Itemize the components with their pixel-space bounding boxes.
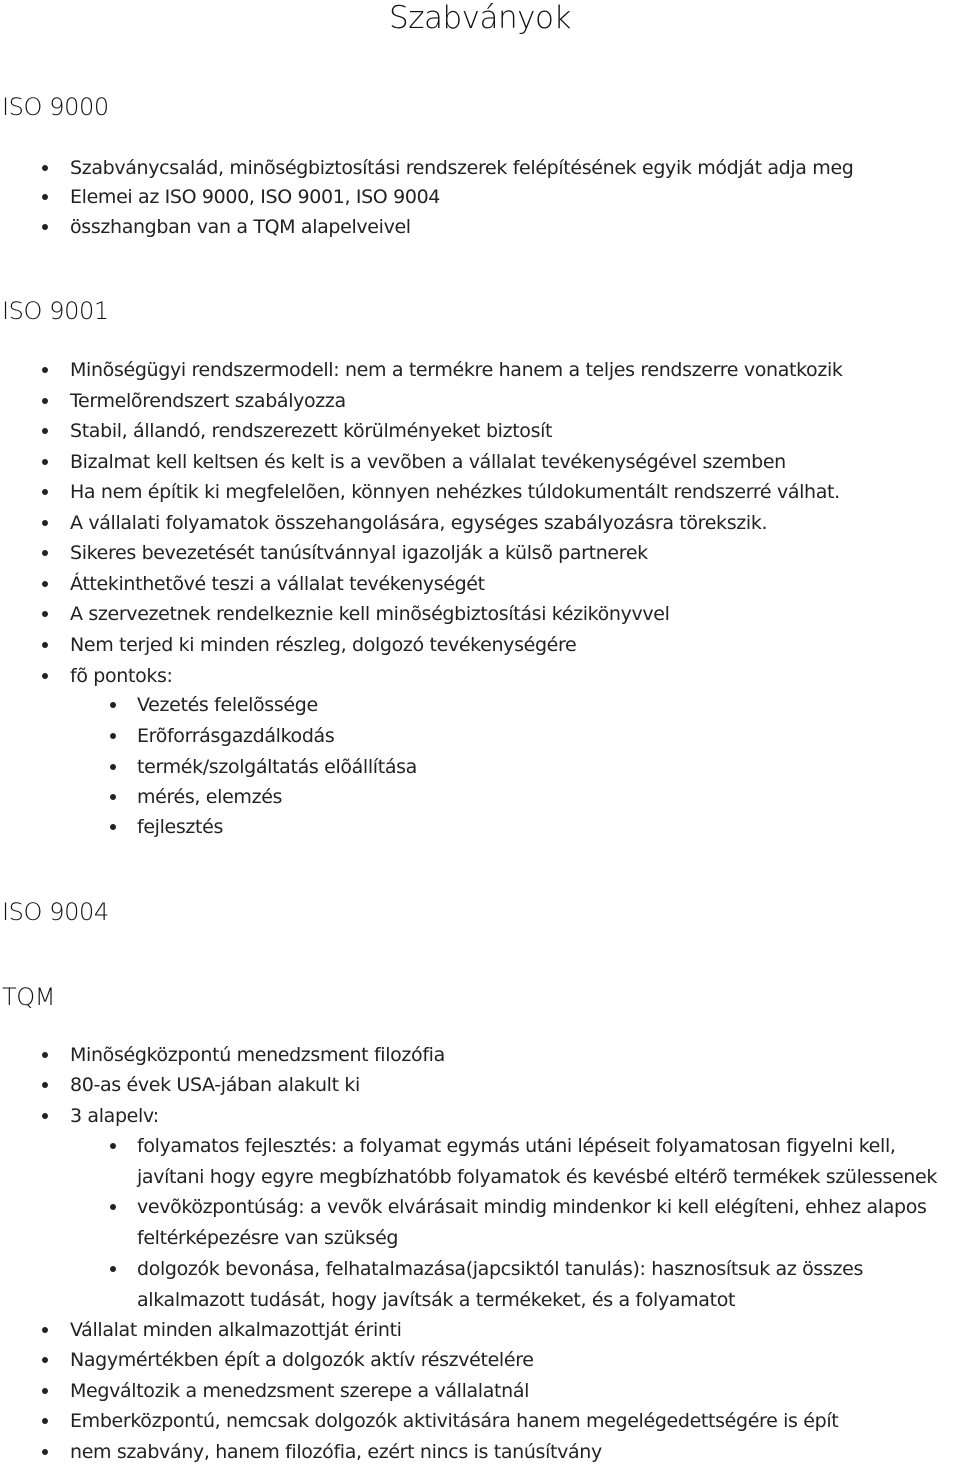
list-item: összhangban van a TQM alapelveivel xyxy=(70,216,411,238)
list-item: Minõségügyi rendszermodell: nem a termékre hanem a teljes rendszerre vonatkozik xyxy=(70,359,843,381)
sub-list-item: alkalmazott tudását, hogy javítsák a termékeket, és a folyamatot xyxy=(137,1289,736,1311)
list-item: Emberközpontú, nemcsak dolgozók aktivitására hanem megelégedettségére is épít xyxy=(70,1410,839,1432)
bullet-icon xyxy=(42,194,48,200)
list-item: Szabványcsalád, minõségbiztosítási rendszerek felépítésének egyik módját adja meg xyxy=(70,157,854,179)
bullet-icon xyxy=(42,1357,48,1363)
list-item: Stabil, állandó, rendszerezett körülményeket biztosít xyxy=(70,420,553,442)
section-heading-iso9001: ISO 9001 xyxy=(2,297,109,325)
list-item: nem szabvány, hanem filozófia, ezért nincs is tanúsítvány xyxy=(70,1441,602,1463)
bullet-icon xyxy=(42,428,48,434)
list-item: Sikeres bevezetését tanúsítvánnyal igazolják a külsõ partnerek xyxy=(70,542,648,564)
bullet-icon xyxy=(110,1266,116,1272)
list-item: A vállalati folyamatok összehangolására, egységes szabályozásra törekszik. xyxy=(70,512,768,534)
list-item: Áttekinthetõvé teszi a vállalat tevékenységét xyxy=(70,573,485,595)
sub-list-item: folyamatos fejlesztés: a folyamat egymás utáni lépéseit folyamatosan figyelni kell, xyxy=(137,1135,896,1157)
sub-list-item: mérés, elemzés xyxy=(137,786,283,808)
bullet-icon xyxy=(42,1388,48,1394)
page-title: Szabványok xyxy=(389,0,571,36)
list-item: Vállalat minden alkalmazottját érinti xyxy=(70,1319,402,1341)
list-item: Minõségközpontú menedzsment filozófia xyxy=(70,1044,445,1066)
bullet-icon xyxy=(42,611,48,617)
bullet-icon xyxy=(42,459,48,465)
bullet-icon xyxy=(42,1113,48,1119)
bullet-icon xyxy=(110,702,116,708)
list-item: 80-as évek USA-jában alakult ki xyxy=(70,1074,360,1096)
bullet-icon xyxy=(42,1418,48,1424)
bullet-icon xyxy=(110,1204,116,1210)
bullet-icon xyxy=(42,1082,48,1088)
bullet-icon xyxy=(42,520,48,526)
section-heading-iso9000: ISO 9000 xyxy=(2,93,109,121)
bullet-icon xyxy=(42,1052,48,1058)
list-item: Bizalmat kell keltsen és kelt is a vevõben a vállalat tevékenységével szemben xyxy=(70,451,786,473)
sub-list-item: vevõközpontúság: a vevõk elvárásait mindig mindenkor ki kell elégíteni, ehhez alapos xyxy=(137,1196,927,1218)
bullet-icon xyxy=(42,642,48,648)
bullet-icon xyxy=(42,367,48,373)
list-item: fõ pontoks: xyxy=(70,665,173,687)
sub-list-item: dolgozók bevonása, felhatalmazása(japcsiktól tanulás): hasznosítsuk az összes xyxy=(137,1258,864,1280)
list-item: Megváltozik a menedzsment szerepe a vállalatnál xyxy=(70,1380,530,1402)
list-item: Ha nem építik ki megfelelõen, könnyen nehézkes túldokumentált rendszerré válhat. xyxy=(70,481,840,503)
bullet-icon xyxy=(110,794,116,800)
list-item: Termelõrendszert szabályozza xyxy=(70,390,346,412)
bullet-icon xyxy=(42,224,48,230)
sub-list-item: fejlesztés xyxy=(137,816,224,838)
sub-list-item: Vezetés felelõssége xyxy=(137,694,318,716)
sub-list-item: Erõforrásgazdálkodás xyxy=(137,725,335,747)
list-item: 3 alapelv: xyxy=(70,1105,159,1127)
list-item: Nagymértékben épít a dolgozók aktív részvételére xyxy=(70,1349,534,1371)
bullet-icon xyxy=(42,673,48,679)
bullet-icon xyxy=(42,1449,48,1455)
bullet-icon xyxy=(110,824,116,830)
sub-list-item: termék/szolgáltatás elõállítása xyxy=(137,756,417,778)
bullet-icon xyxy=(110,733,116,739)
section-heading-tqm: TQM xyxy=(2,983,56,1011)
bullet-icon xyxy=(42,165,48,171)
list-item: A szervezetnek rendelkeznie kell minõségbiztosítási kézikönyvvel xyxy=(70,603,670,625)
bullet-icon xyxy=(110,764,116,770)
bullet-icon xyxy=(42,550,48,556)
bullet-icon xyxy=(42,1327,48,1333)
list-item: Nem terjed ki minden részleg, dolgozó tevékenységére xyxy=(70,634,577,656)
bullet-icon xyxy=(110,1143,116,1149)
sub-list-item: feltérképezésre van szükség xyxy=(137,1227,399,1249)
bullet-icon xyxy=(42,398,48,404)
list-item: Elemei az ISO 9000, ISO 9001, ISO 9004 xyxy=(70,186,441,208)
sub-list-item: javítani hogy egyre megbízhatóbb folyamatok és kevésbé eltérõ termékek szülessenek xyxy=(137,1166,937,1188)
section-heading-iso9004: ISO 9004 xyxy=(2,898,109,926)
bullet-icon xyxy=(42,489,48,495)
bullet-icon xyxy=(42,581,48,587)
